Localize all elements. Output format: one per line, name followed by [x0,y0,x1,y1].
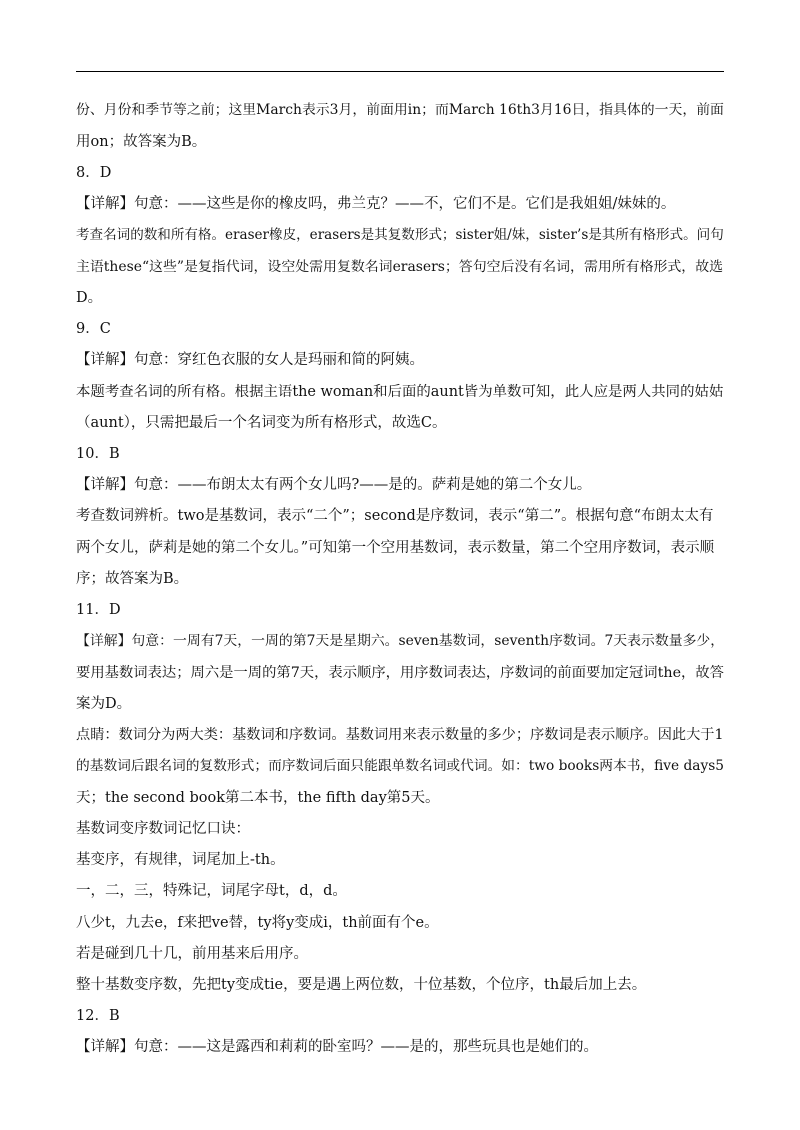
text-line: 案为D。 [76,696,132,712]
text-line: （aunt），只需把最后一个名词变为所有格形式，故选C。 [76,415,447,431]
text-line: D。 [76,290,103,306]
question-answer: 9．C [76,321,111,337]
text-line: 【详解】句意：穿红色衣服的女人是玛丽和简的阿姨。 [76,352,424,368]
text-line: 【详解】句意：一周有7天，一周的第7天是星期六。seven基数词，seventh序数词。7天表示数量多少， [76,633,725,649]
text-line: 若是碰到几十几，前用基来后用序。 [76,946,308,962]
text-line: 【详解】句意：——这些是你的橡皮吗，弗兰克？——不，它们不是。它们是我姐姐/妹妹的。 [76,196,676,212]
question-answer: 11．D [76,602,121,618]
text-line: 八少t，九去e，f来把ve替，ty将y变成i，th前面有个e。 [76,915,439,931]
text-line: 点睛：数词分为两大类：基数词和序数词。基数词用来表示数量的多少；序数词是表示顺序。因此大于1 [76,727,724,743]
text-line: 一，二，三，特殊记，词尾字母t，d，d。 [76,883,347,899]
text-line: 基数词变序数词记忆口诀： [76,821,250,837]
text-line: 序；故答案为B。 [76,571,189,587]
text-line: 用on；故答案为B。 [76,134,207,150]
text-line: 考查名词的数和所有格。eraser橡皮，erasers是其复数形式；sister姐/妹，sister’s是其所有格形式。问句 [76,227,724,243]
text-line: 主语these“这些”是复指代词，设空处需用复数名词erasers；答句空后没有名词，需用所有格形式，故选 [76,259,724,275]
text-line: 的基数词后跟名词的复数形式；而序数词后面只能跟单数名词或代词。如：two books两本书，five days5 [76,758,724,774]
text-line: 本题考查名词的所有格。根据主语the woman和后面的aunt皆为单数可知，此人应是两人共同的姑姑 [76,384,724,400]
text-line: 整十基数变序数，先把ty变成tie，要是遇上两位数，十位基数，个位序，th最后加上去。 [76,977,647,993]
question-answer: 8．D [76,165,112,181]
text-line: 天；the second book第二本书，the fifth day第5天。 [76,790,440,806]
text-line: 份、月份和季节等之前；这里March表示3月，前面用in；而March 16th3月16日，指具体的一天，前面 [76,102,724,118]
text-line: 【详解】句意：——布朗太太有两个女儿吗?——是的。萨莉是她的第二个女儿。 [76,477,592,493]
text-line: 要用基数词表达；周六是一周的第7天，表示顺序，用序数词表达，序数词的前面要加定冠词the，故答 [76,665,724,681]
text-line: 考查数词辨析。two是基数词，表示“二个”；second是序数词，表示“第二”。根据句意“布朗太太有 [76,508,714,524]
header-rule [76,71,724,72]
question-answer: 10．B [76,446,120,462]
text-line: 基变序，有规律，词尾加上-th。 [76,852,285,868]
text-line: 【详解】句意：——这是露西和莉莉的卧室吗？——是的，那些玩具也是她们的。 [76,1039,598,1055]
text-line: 两个女儿，萨莉是她的第二个女儿。”可知第一个空用基数词，表示数量，第二个空用序数词，表示顺 [76,540,715,556]
question-answer: 12．B [76,1008,120,1024]
